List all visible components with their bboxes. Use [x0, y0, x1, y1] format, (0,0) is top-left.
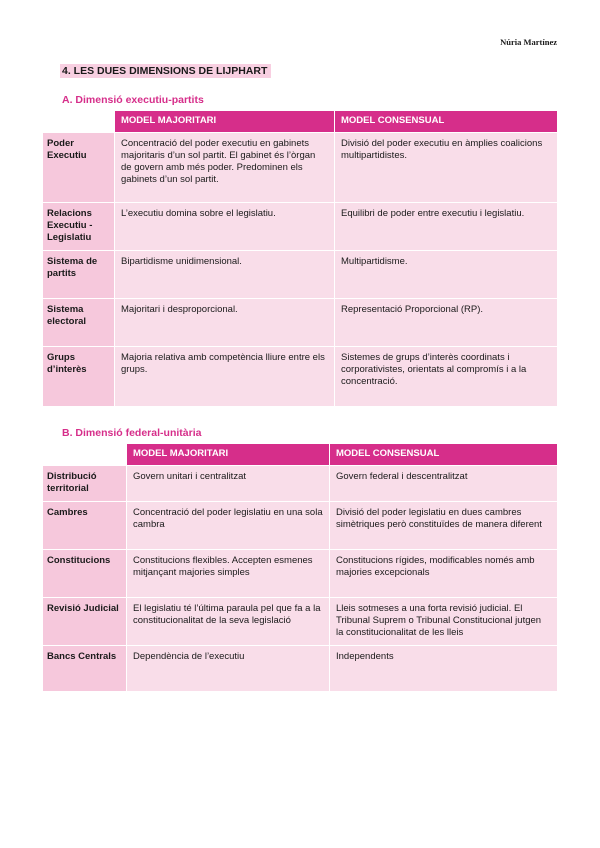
- table-row: [43, 251, 558, 299]
- majoritari-cell: El legislatiu té l’última paraula pel que fa a la constitucionalitat de la seva legislació: [127, 598, 330, 646]
- consensual-cell: Independents: [330, 646, 558, 692]
- section-a-heading: A. Dimensió executiu-partits: [62, 94, 204, 106]
- consensual-cell: Representació Proporcional (RP).: [335, 299, 558, 347]
- row-label: Sistema de partits: [43, 251, 115, 299]
- row-label: Poder Executiu: [43, 133, 115, 203]
- row-label: Grups d’interès: [43, 347, 115, 407]
- consensual-cell: Sistemes de grups d’interès coordinats i corporativistes, orientats al compromís i a la concentració.: [335, 347, 558, 407]
- author-name: Núria Martínez: [500, 37, 557, 47]
- table-row: [43, 550, 558, 598]
- table-header-row: [43, 444, 558, 466]
- section-b-heading: B. Dimensió federal-unitària: [62, 427, 202, 439]
- column-header-consensual: MODEL CONSENSUAL: [335, 111, 558, 133]
- row-label: Bancs Centrals: [43, 646, 127, 692]
- table-federal-unitaria: [42, 443, 558, 692]
- majoritari-cell: Concentració del poder legislatiu en una sola cambra: [127, 502, 330, 550]
- row-label: Cambres: [43, 502, 127, 550]
- row-label: Sistema electoral: [43, 299, 115, 347]
- main-heading: 4. LES DUES DIMENSIONS DE LIJPHART: [60, 64, 271, 78]
- table-row: [43, 466, 558, 502]
- majoritari-cell: Constitucions flexibles. Accepten esmenes mitjançant majories simples: [127, 550, 330, 598]
- row-label: Distribució territorial: [43, 466, 127, 502]
- table-row: [43, 502, 558, 550]
- majoritari-cell: Govern unitari i centralitzat: [127, 466, 330, 502]
- row-label: Relacions Executiu - Legislatiu: [43, 203, 115, 251]
- majoritari-cell: Bipartidisme unidimensional.: [115, 251, 335, 299]
- majoritari-cell: Concentració del poder executiu en gabinets majoritaris d’un sol partit. El gabinet és l’òrgan de govern amb més poder. Predominen els gabinets d’un sol partit.: [115, 133, 335, 203]
- consensual-cell: Equilibri de poder entre executiu i legislatiu.: [335, 203, 558, 251]
- table-executiu-partits: [42, 110, 558, 407]
- majoritari-cell: Majoria relativa amb competència lliure entre els grups.: [115, 347, 335, 407]
- consensual-cell: Constitucions rígides, modificables només amb majories excepcionals: [330, 550, 558, 598]
- table-row: [43, 598, 558, 646]
- column-header-majoritari: MODEL MAJORITARI: [115, 111, 335, 133]
- column-header-consensual: MODEL CONSENSUAL: [330, 444, 558, 466]
- consensual-cell: Multipartidisme.: [335, 251, 558, 299]
- row-label: Revisió Judicial: [43, 598, 127, 646]
- table-row: [43, 646, 558, 692]
- consensual-cell: Govern federal i descentralitzat: [330, 466, 558, 502]
- header-corner: [43, 111, 115, 133]
- majoritari-cell: Dependència de l’executiu: [127, 646, 330, 692]
- table-row: [43, 299, 558, 347]
- consensual-cell: Lleis sotmeses a una forta revisió judicial. El Tribunal Suprem o Tribunal Constitucional jutgen la constitucionalitat de les lleis: [330, 598, 558, 646]
- majoritari-cell: L’executiu domina sobre el legislatiu.: [115, 203, 335, 251]
- consensual-cell: Divisió del poder legislatiu en dues cambres simètriques però constituïdes de manera diferent: [330, 502, 558, 550]
- consensual-cell: Divisió del poder executiu en àmplies coalicions multipartidistes.: [335, 133, 558, 203]
- table-row: [43, 347, 558, 407]
- table-row: [43, 203, 558, 251]
- table-row: [43, 133, 558, 203]
- table-header-row: [43, 111, 558, 133]
- header-corner: [43, 444, 127, 466]
- row-label: Constitucions: [43, 550, 127, 598]
- column-header-majoritari: MODEL MAJORITARI: [127, 444, 330, 466]
- majoritari-cell: Majoritari i desproporcional.: [115, 299, 335, 347]
